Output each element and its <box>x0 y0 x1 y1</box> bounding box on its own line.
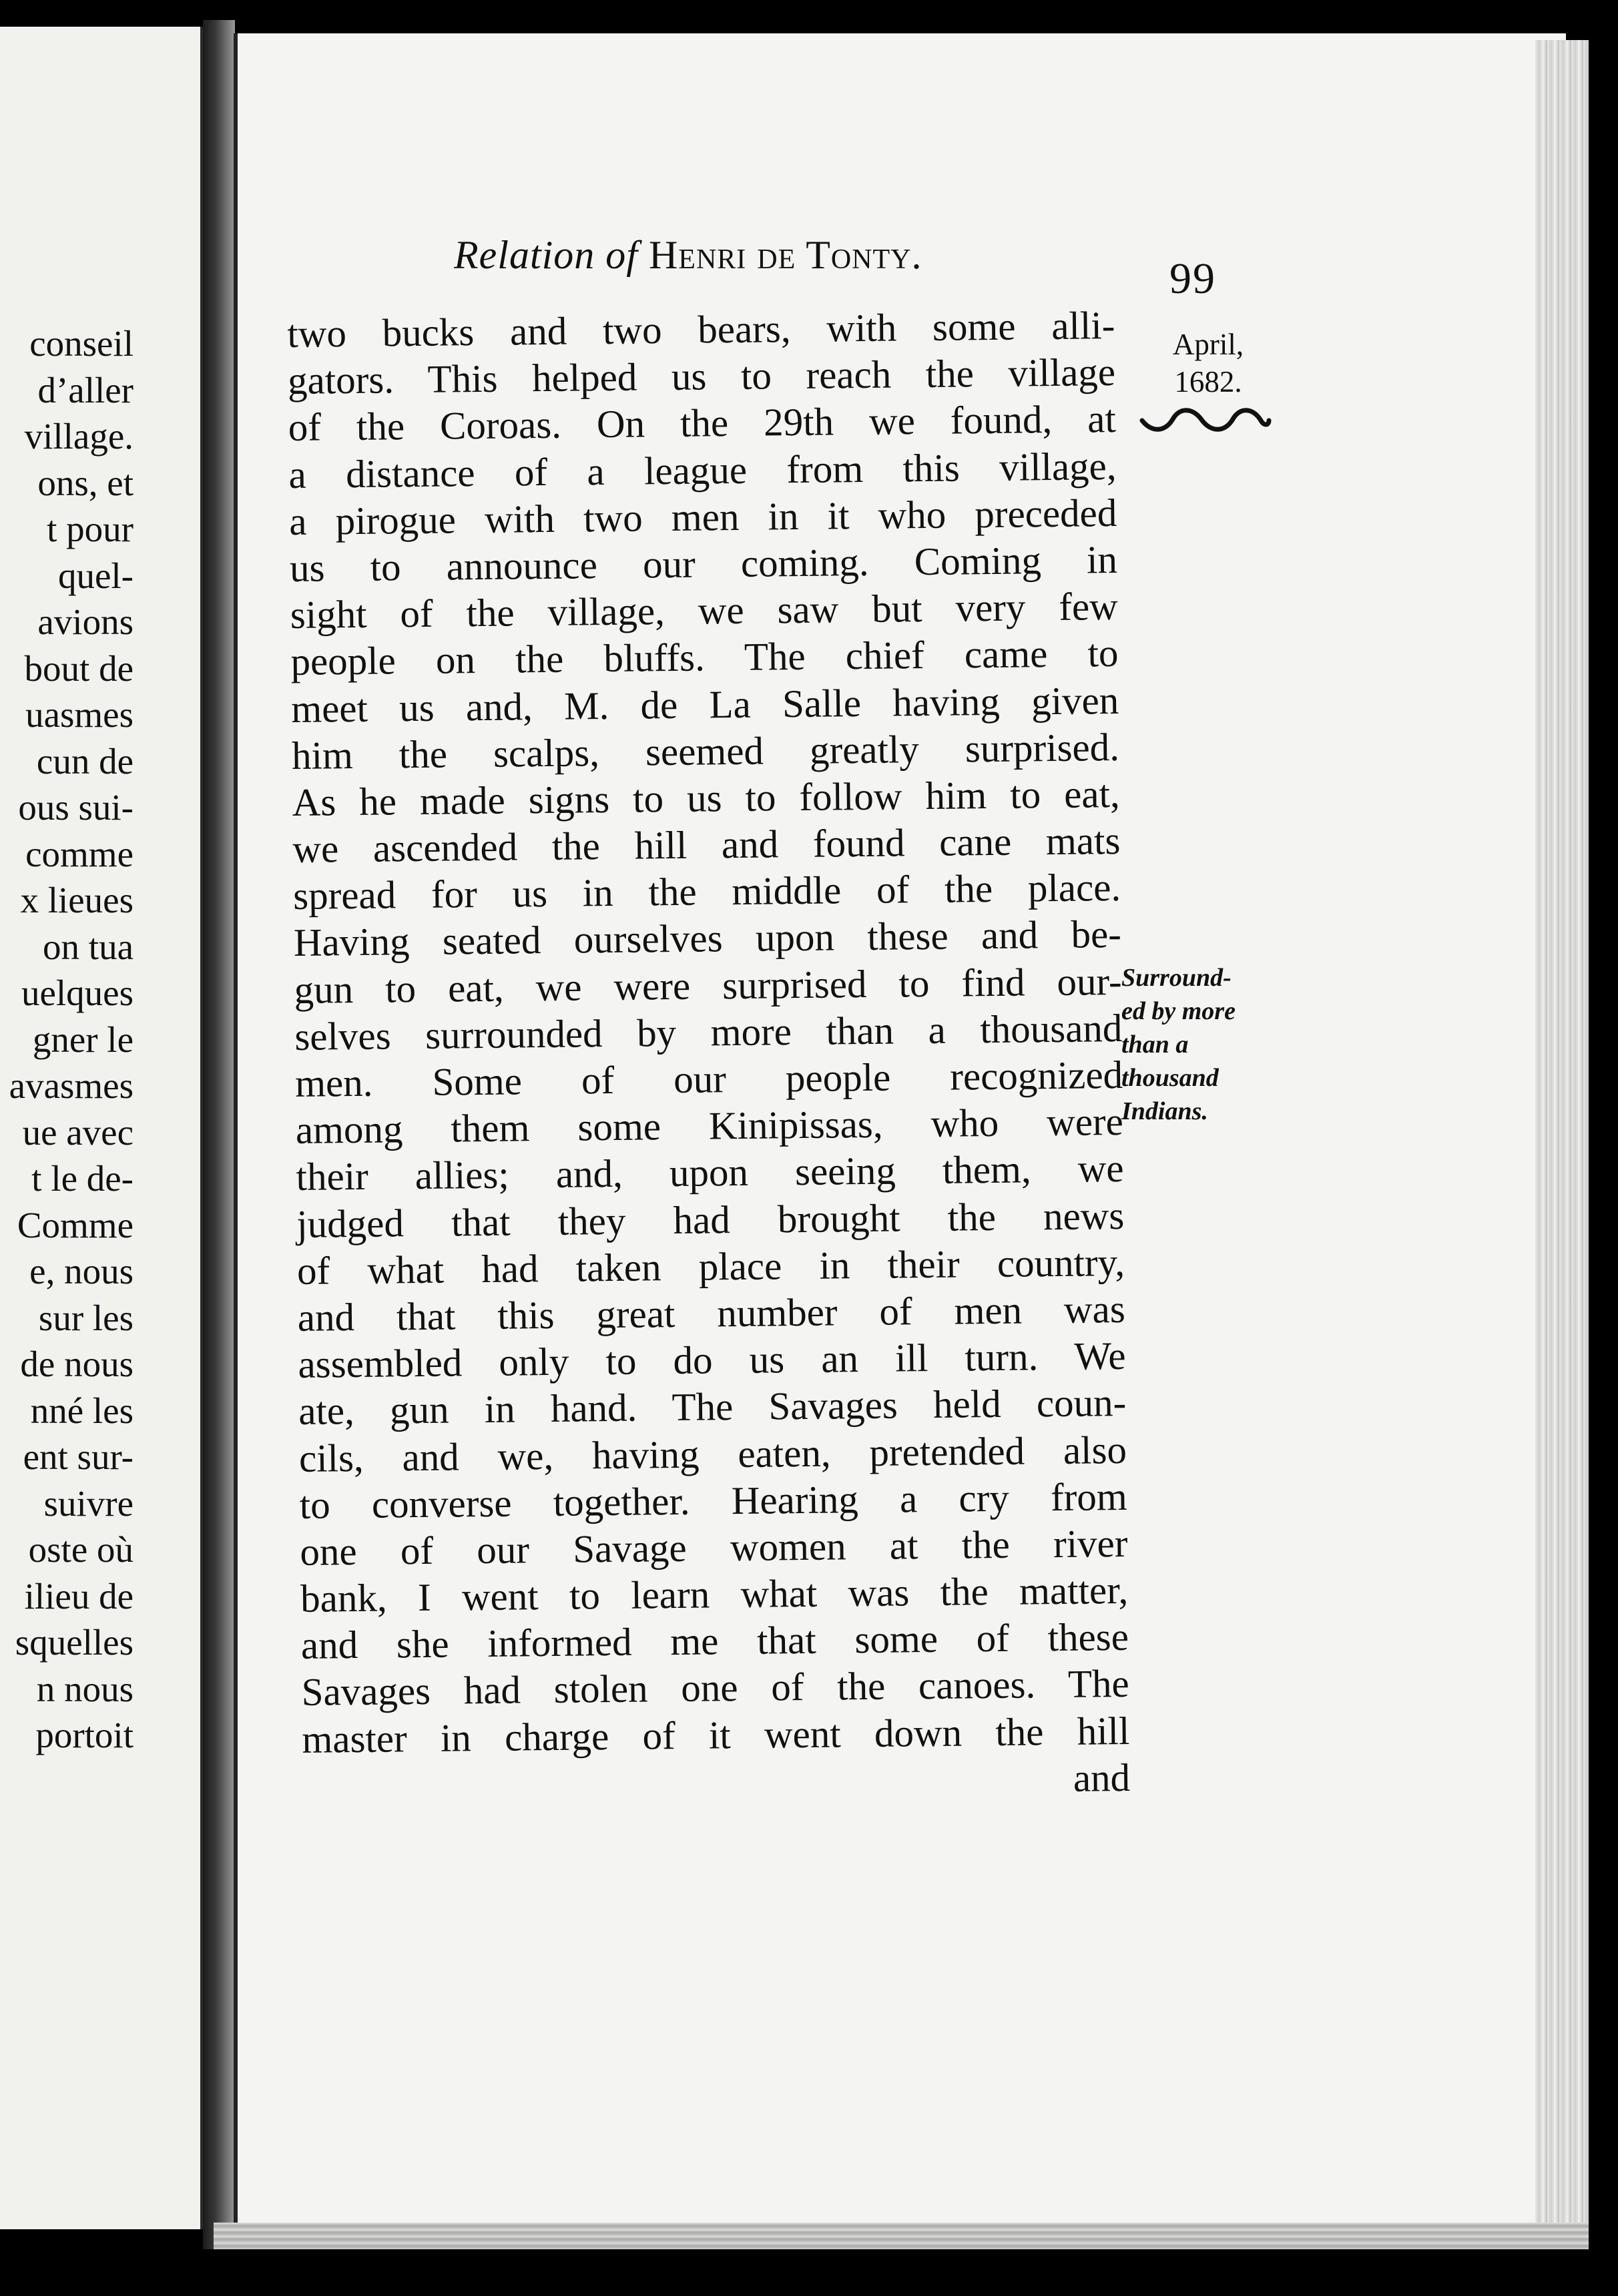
text-line: of the Coroas. On the 29th we found, at <box>288 396 1117 450</box>
facing-page-line: sur les <box>38 1297 133 1338</box>
text-line: and <box>1073 1755 1131 1800</box>
facing-page-line: t le de- <box>31 1158 133 1199</box>
facing-page-line: d’aller <box>37 369 133 410</box>
facing-page-line: nné les <box>30 1390 133 1431</box>
marginal-note-line: Indians. <box>1121 1097 1208 1125</box>
page-number: 99 <box>1169 254 1216 303</box>
facing-page-line: Comme <box>17 1204 133 1245</box>
running-head-title: Relation of <box>454 233 638 277</box>
body-text <box>287 302 1130 1809</box>
text-line: bank, I went to learn what was the matter, <box>300 1567 1129 1621</box>
text-line: selves surrounded by more than a thousand <box>294 1005 1123 1059</box>
text-line: assembled only to do us an ill turn. We <box>298 1334 1126 1387</box>
facing-page-line: on tua <box>43 926 133 967</box>
facing-page-line: ous sui- <box>18 787 133 828</box>
text-line: gun to eat, we were surprised to find our- <box>294 958 1122 1012</box>
marginal-note-line: ed by more <box>1121 997 1236 1025</box>
facing-page-line: x lieues <box>20 880 133 920</box>
text-line: As he made signs to us to follow him to eat, <box>292 771 1120 824</box>
facing-page-line: avasmes <box>9 1065 133 1106</box>
facing-page-line: oste où <box>28 1529 133 1570</box>
running-head-name: Henri de Tonty. <box>648 233 922 277</box>
facing-page-line: uelques <box>21 972 133 1013</box>
facing-page-line: comme <box>25 833 133 874</box>
text-line: we ascended the hill and found cane mats <box>292 818 1121 872</box>
text-line: sight of the village, we saw but very few <box>290 584 1119 637</box>
facing-page-line: avions <box>37 601 133 642</box>
text-line: gators. This helped us to reach the village <box>287 350 1116 403</box>
text-line: cils, and we, having eaten, pretended also <box>298 1427 1127 1480</box>
marginal-note-line: thousand <box>1121 1064 1219 1092</box>
text-line: to converse together. Hearing a cry from <box>299 1474 1128 1527</box>
text-line: Having seated ourselves upon these and be- <box>293 912 1122 965</box>
page-edge-bottom <box>214 2223 1589 2249</box>
facing-page-line: de nous <box>20 1344 133 1384</box>
facing-page-line: ue avec <box>22 1111 133 1153</box>
date-note-month: April, <box>1172 328 1244 361</box>
facing-page-line: ent sur- <box>23 1436 133 1477</box>
facing-page-line: cun de <box>36 740 133 782</box>
book-gutter <box>203 20 235 2249</box>
text-line: meet us and, M. de La Salle having given <box>290 677 1119 731</box>
text-line: judged that they had brought the news <box>296 1193 1125 1246</box>
marginal-note-line: Surround- <box>1121 964 1232 992</box>
facing-page-line: suivre <box>43 1482 133 1524</box>
facing-page-left <box>0 27 203 2229</box>
text-line: one of our Savage women at the river <box>300 1520 1128 1574</box>
text-line: their allies; and, upon seeing them, we <box>296 1146 1124 1199</box>
text-line: a pirogue with two men in it who preceded <box>288 490 1117 543</box>
text-line: master in charge of it went down the hill <box>302 1708 1130 1761</box>
text-line: him the scalps, seemed greatly surprised. <box>291 724 1120 778</box>
text-line: us to announce our coming. Coming in <box>289 537 1118 590</box>
text-line: of what had taken place in their country, <box>296 1239 1125 1293</box>
date-note <box>1165 326 1252 400</box>
running-head <box>454 232 922 278</box>
facing-page-line: squelles <box>15 1622 133 1663</box>
date-note-year: 1682. <box>1174 365 1242 398</box>
text-line: men. Some of our people recognized <box>294 1052 1123 1105</box>
text-line: two bucks and two bears, with some alli- <box>287 303 1115 356</box>
text-line: and she informed me that some of these <box>300 1615 1129 1668</box>
text-line: people on the bluffs. The chief came to <box>290 631 1119 684</box>
text-line: spread for us in the middle of the place. <box>292 865 1121 918</box>
swash-ornament-icon <box>1138 400 1272 434</box>
text-line: among them some Kinipissas, who were <box>295 1099 1124 1153</box>
facing-page-line: gner le <box>32 1019 133 1060</box>
facing-page-line: e, nous <box>29 1251 133 1292</box>
text-line: Savages had stolen one of the canoes. The <box>301 1661 1129 1715</box>
facing-page-line: quel- <box>57 555 133 596</box>
facing-page-line: ons, et <box>37 462 133 503</box>
facing-page-line: village. <box>24 416 133 457</box>
facing-page-line: t pour <box>47 509 133 549</box>
facing-page-line: bout de <box>24 647 133 689</box>
facing-page-text <box>0 320 200 1759</box>
facing-page-line: portoit <box>35 1715 133 1755</box>
marginal-note <box>1121 961 1268 1128</box>
marginal-note-line: than a <box>1121 1031 1189 1059</box>
text-line: a distance of a league from this village, <box>288 443 1117 497</box>
facing-page-line: n nous <box>36 1668 133 1709</box>
facing-page-line: uasmes <box>25 694 133 735</box>
text-line: ate, gun in hand. The Savages held coun- <box>298 1380 1127 1434</box>
text-line: and that this great number of men was <box>297 1286 1126 1340</box>
page-edge-right <box>1535 40 1589 2243</box>
facing-page-line: ilieu de <box>24 1575 133 1617</box>
facing-page-line: conseil <box>29 323 133 364</box>
